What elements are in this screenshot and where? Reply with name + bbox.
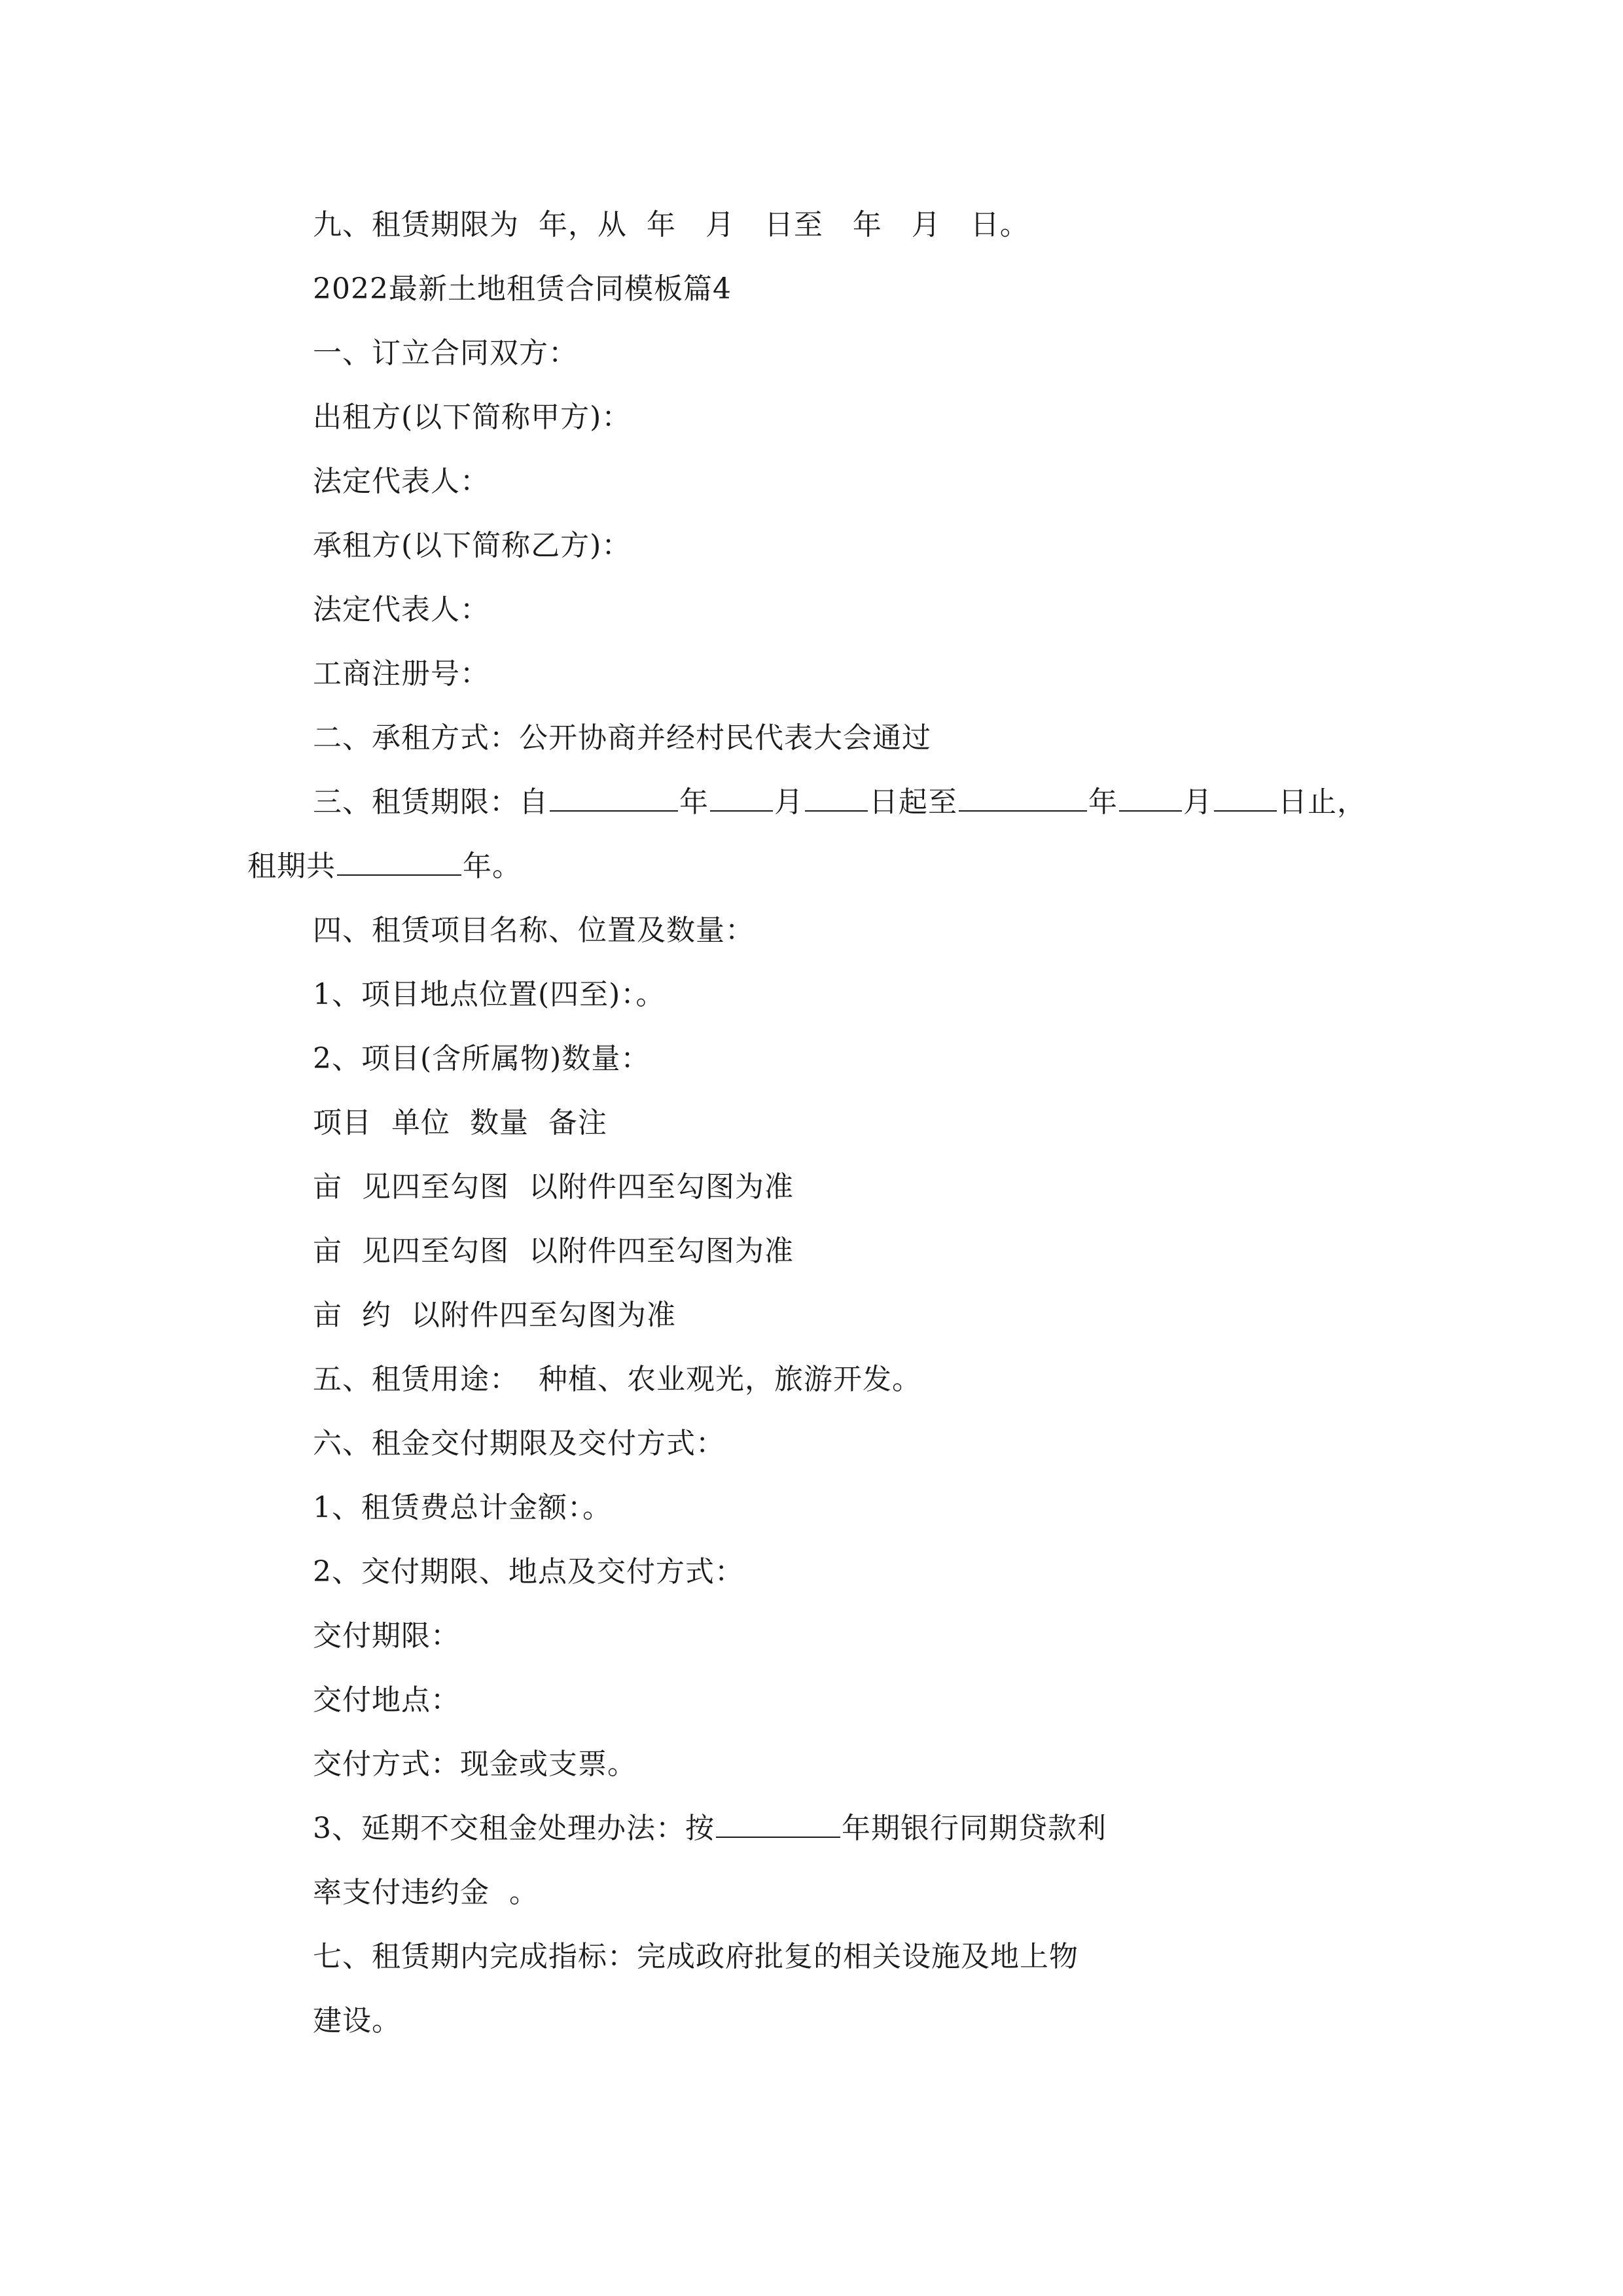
lessor-representative-line: 法定代表人： <box>313 465 490 498</box>
clause-1-parties: 一、订立合同双方： <box>313 336 578 370</box>
term-text: 月 <box>1183 785 1213 819</box>
lease-duration-line <box>247 852 522 881</box>
term-text: 日止， <box>1278 785 1366 819</box>
clause-9-lease-term: 九、租赁期限为 年，从 年 月 日至 年 月 日。 <box>313 208 1029 242</box>
lessee-representative-line: 法定代表人： <box>313 593 490 626</box>
years-blank <box>337 852 461 876</box>
term-text: 年 <box>1088 785 1118 819</box>
payment-method-line: 交付方式：现金或支票。 <box>313 1748 637 1781</box>
item-quantity-line: 2、项目(含所属物)数量： <box>313 1042 651 1075</box>
penalty-text: 年期银行同期贷款利 <box>842 1812 1107 1845</box>
penalty-text: 3、延期不交租金处理办法：按 <box>313 1812 715 1845</box>
clause-5-usage: 五、租赁用途： 种植、农业观光，旅游开发。 <box>313 1363 921 1396</box>
day-blank <box>1214 788 1277 812</box>
lessee-line: 承租方(以下简称乙方)： <box>313 529 632 562</box>
month-blank <box>1119 788 1182 812</box>
clause-6-payment: 六、租金交付期限及交付方式： <box>313 1427 725 1460</box>
payment-deadline-line: 交付期限： <box>313 1619 460 1653</box>
late-payment-line <box>313 1814 1107 1843</box>
item-location-line: 1、项目地点位置(四至)：。 <box>313 978 666 1011</box>
penalty-continuation: 率支付违约金 。 <box>313 1876 539 1909</box>
year-blank <box>716 1814 840 1838</box>
term-text: 月 <box>774 785 804 819</box>
clause-3-lease-period <box>313 785 1366 819</box>
clause-2-lease-method: 二、承租方式：公开协商并经村民代表大会通过 <box>313 721 931 755</box>
term-text: 日起至 <box>869 785 957 819</box>
item-table-row: 亩 见四至勾图 以附件四至勾图为准 <box>313 1170 794 1204</box>
term-text: 年 <box>679 785 709 819</box>
term-text: 年。 <box>463 850 522 883</box>
targets-continuation: 建设。 <box>313 2004 401 2037</box>
business-registration-line: 工商注册号： <box>313 657 490 691</box>
term-text: 三、租赁期限：自 <box>313 785 548 819</box>
payment-place-line: 交付地点： <box>313 1683 460 1717</box>
section-heading: 2022最新土地租赁合同模板篇4 <box>313 272 732 306</box>
lessor-line: 出租方(以下简称甲方)： <box>313 401 632 434</box>
total-amount-line: 1、租赁费总计金额：。 <box>313 1491 612 1524</box>
month-blank <box>710 788 773 812</box>
item-table-row: 亩 见四至勾图 以附件四至勾图为准 <box>313 1234 794 1268</box>
year-blank <box>959 788 1087 812</box>
day-blank <box>805 788 868 812</box>
year-blank <box>550 788 678 812</box>
term-text: 租期共 <box>247 850 336 883</box>
item-table-row: 亩 约 以附件四至勾图为准 <box>313 1299 676 1332</box>
clause-4-items: 四、租赁项目名称、位置及数量： <box>313 914 755 947</box>
clause-7-targets: 七、租赁期内完成指标：完成政府批复的相关设施及地上物 <box>313 1940 1079 1973</box>
payment-terms-line: 2、交付期限、地点及交付方式： <box>313 1555 744 1588</box>
item-table-header: 项目 单位 数量 备注 <box>313 1106 607 1139</box>
